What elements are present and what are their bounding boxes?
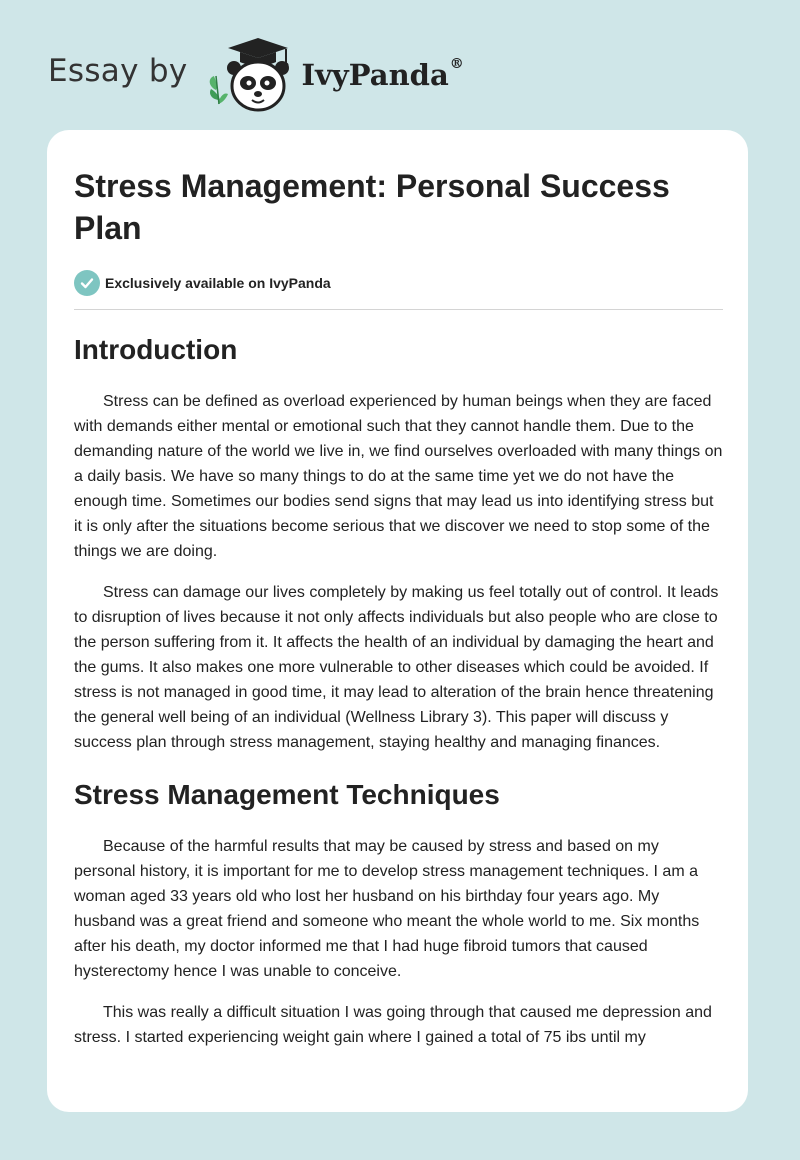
divider bbox=[74, 309, 723, 310]
badge-text: Exclusively available on IvyPanda bbox=[105, 275, 331, 291]
site-header bbox=[48, 34, 508, 114]
section-heading-introduction: Introduction bbox=[74, 334, 238, 365]
registered-mark: ® bbox=[449, 56, 464, 72]
section-heading-stress-management-techniques: Stress Management Techniques bbox=[74, 779, 500, 810]
exclusive-badge bbox=[74, 269, 724, 297]
paragraph: Because of the harmful results that may be caused by stress and based on my personal history, it is important for me to develop stress management techniques. I am a woman aged 33 years old who lost her husband on his birthday four years ago. My husband was a great friend and someone who meant the whole world to me. Six months after his death, my doctor informed me that I had huge fibroid tumors that caused hysterectomy hence I was unable to conceive. bbox=[74, 838, 700, 980]
paragraph: Stress can be defined as overload experienced by human beings when they are faced with demands either mental or emotional such that they cannot handle them. Due to the demanding nature of the world we live in, we find ourselves overloaded with many things on a daily basis. We have so many things to do at the same time yet we do not have the enough time. Sometimes our bodies send signs that may lead us into identifying stress but it is only after the situations become serious that we discover we need to stop some of the things we are doing. bbox=[74, 393, 723, 560]
essay-card bbox=[47, 130, 748, 1112]
brand-name: IvyPanda® bbox=[301, 56, 464, 92]
page-title: Stress Management: Personal Success Plan bbox=[74, 168, 670, 246]
paragraph: Stress can damage our lives completely by making us feel totally out of control. It leads to disruption of lives because it not only affects individuals but also people who are close to the person suffering from it. It affects the health of an individual by damaging the heart and the gums. It also makes one more vulnerable to other diseases which could be avoided. If stress is not managed in good time, it may lead to alteration of the brain hence threatening the general well being of an individual (Wellness Library 3). This paper will discuss y success plan through stress management, staying healthy and managing finances. bbox=[74, 584, 719, 751]
ivypanda-logo-icon[interactable] bbox=[202, 34, 294, 114]
paragraph: This was really a difficult situation I was going through that caused me depression and stress. I started experiencing weight gain where I gained a total of 75 ibs until my bbox=[74, 1004, 712, 1046]
essay-by-label: Essay by bbox=[48, 53, 188, 89]
ivy-leaf-icon bbox=[209, 76, 227, 104]
check-icon bbox=[74, 270, 100, 296]
